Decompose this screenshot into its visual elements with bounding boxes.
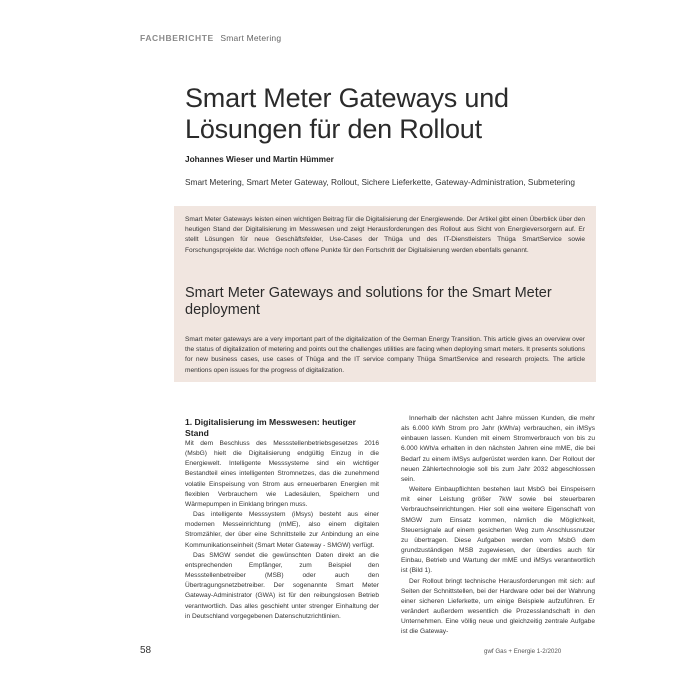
paragraph: Weitere Einbaupflichten bestehen laut MsbG bei Einspeisern mit einer Leistung größer 7kW sowie bei steuerbaren Verbrauchseinrichtungen. Hier soll eine weitere Eigenschaft von SMGW zum Einsatz kommen, nämlich die Möglichkeit, Steuersignale auf einem gesicherten Weg zum Anschlussnutzer zu übertragen. Diese Aufgaben werden vom MsbG dem grundzuständigen MSB zugewiesen, der überdies auch für Einbau, Betrieb und Wartung der mME und iMSys verantwortlich ist (Bild 1). [401, 486, 595, 575]
running-header [140, 33, 281, 43]
abstract-german: Smart Meter Gateways leisten einen wichtigen Beitrag für die Digitalisierung der Energiewende. Der Artikel gibt einen Überblick über den heutigen Stand der Digitalisierung im Messwesen und zeigt Herausforderungen des Rollout aus Sicht von Energieversorgern auf. Er stellt Lösungen für neue Geschäftsfelder, Use-Cases der Thüga und des IT-Dienstleisters Thüga SmartService sowie Forschungsprojekte dar. Wichtige noch offene Punkte für den Fortschritt der Digitalisierung werden ebenfalls genannt. [185, 216, 585, 254]
body-column-left [185, 417, 379, 622]
paragraph: Das intelligente Messsystem (iMsys) besteht aus einer modernen Messeinrichtung (mME), also einem digitalen Stromzähler, der über eine Schnittstelle zur Anbindung an eine Kommunikationseinheit (Smart Meter Gateway - SMGW) verfügt. [185, 511, 379, 549]
paragraph: Der Rollout bringt technische Herausforderungen mit sich: auf Seiten der Schnittstellen, bei der Hardware oder bei der Wahrung einer sicheren Lieferkette, um einige Beispiele aufzuführen. Er verändert außerdem wesentlich die Prozesslandschaft in den Unternehmen. Eine völlig neue und gleichzeitig zentrale Aufgabe ist die Gateway- [401, 577, 595, 636]
section-label: FACHBERICHTE [140, 33, 214, 43]
paragraph: Das SMGW sendet die gewünschten Daten direkt an die entsprechenden Empfänger, zum Beispiel den Messstellenbetreiber (MSB) oder auch den Übertragungsnetzbetreiber. Der sogenannte Smart Meter Gateway-Administrator (GWA) ist für den reibungslosen Betrieb verantwortlich. Das alles geschieht unter strenger Einhaltung der in Deutschland vorgegebenen Datenschutzrichtlinien. [185, 551, 379, 620]
body-column-right [401, 414, 595, 637]
subsection-label: Smart Metering [220, 33, 282, 43]
paragraph: Innerhalb der nächsten acht Jahre müssen Kunden, die mehr als 6.000 kWh Strom pro Jahr (kWh/a) verbrauchen, ein iMSys einbauen lassen. Kunden mit einem Stromverbrauch von bis zu 6.000 kWh/a erhalten in den nächsten Jahren eine mME, die bei Bedarf zu einem iMSys aufgerüstet werden kann. Der Rollout der neuen Zählertechnologie soll bis zum Jahr 2032 abgeschlossen sein. [401, 415, 595, 483]
section-heading: 1. Digitalisierung im Messwesen: heutiger Stand [185, 417, 356, 438]
page-number: 58 [140, 645, 152, 656]
abstract-english-title: Smart Meter Gateways and solutions for the Smart Meter deployment [185, 285, 552, 318]
keywords: Smart Metering, Smart Meter Gateway, Rollout, Sichere Lieferkette, Gateway-Administration, Submetering [185, 177, 575, 187]
abstract-english: Smart meter gateways are a very important part of the digitalization of the German Energy Transition. This article gives an overview over the status of digitalization of metering and points out the challenges utilities are facing when deploying smart meters. It presents solutions for new business cases, use cases of Thüga and the IT service company Thüga SmartService and research projects. The article mentions open issues for the progress of digitalization. [185, 336, 585, 374]
authors: Johannes Wieser und Martin Hümmer [185, 154, 334, 164]
article-title: Smart Meter Gateways und Lösungen für den Rollout [185, 83, 509, 144]
journal-info: gwf Gas + Energie 1-2/2020 [484, 648, 562, 655]
paragraph: Mit dem Beschluss des Messstellenbetriebsgesetzes 2016 (MsbG) hielt die Digitalisierung endgültig Einzug in die Energiewelt. Intelligente Messsysteme sind ein wichtiger Bestandteil eines intelligenten Stromnetzes, das die zunehmend volatile Einspeisung von Strom aus erneuerbaren Energien mit flexiblen Verbrauchern wie Ladesäulen, Speichern und Wärmepumpen in Einklang bringen muss. [185, 440, 379, 508]
